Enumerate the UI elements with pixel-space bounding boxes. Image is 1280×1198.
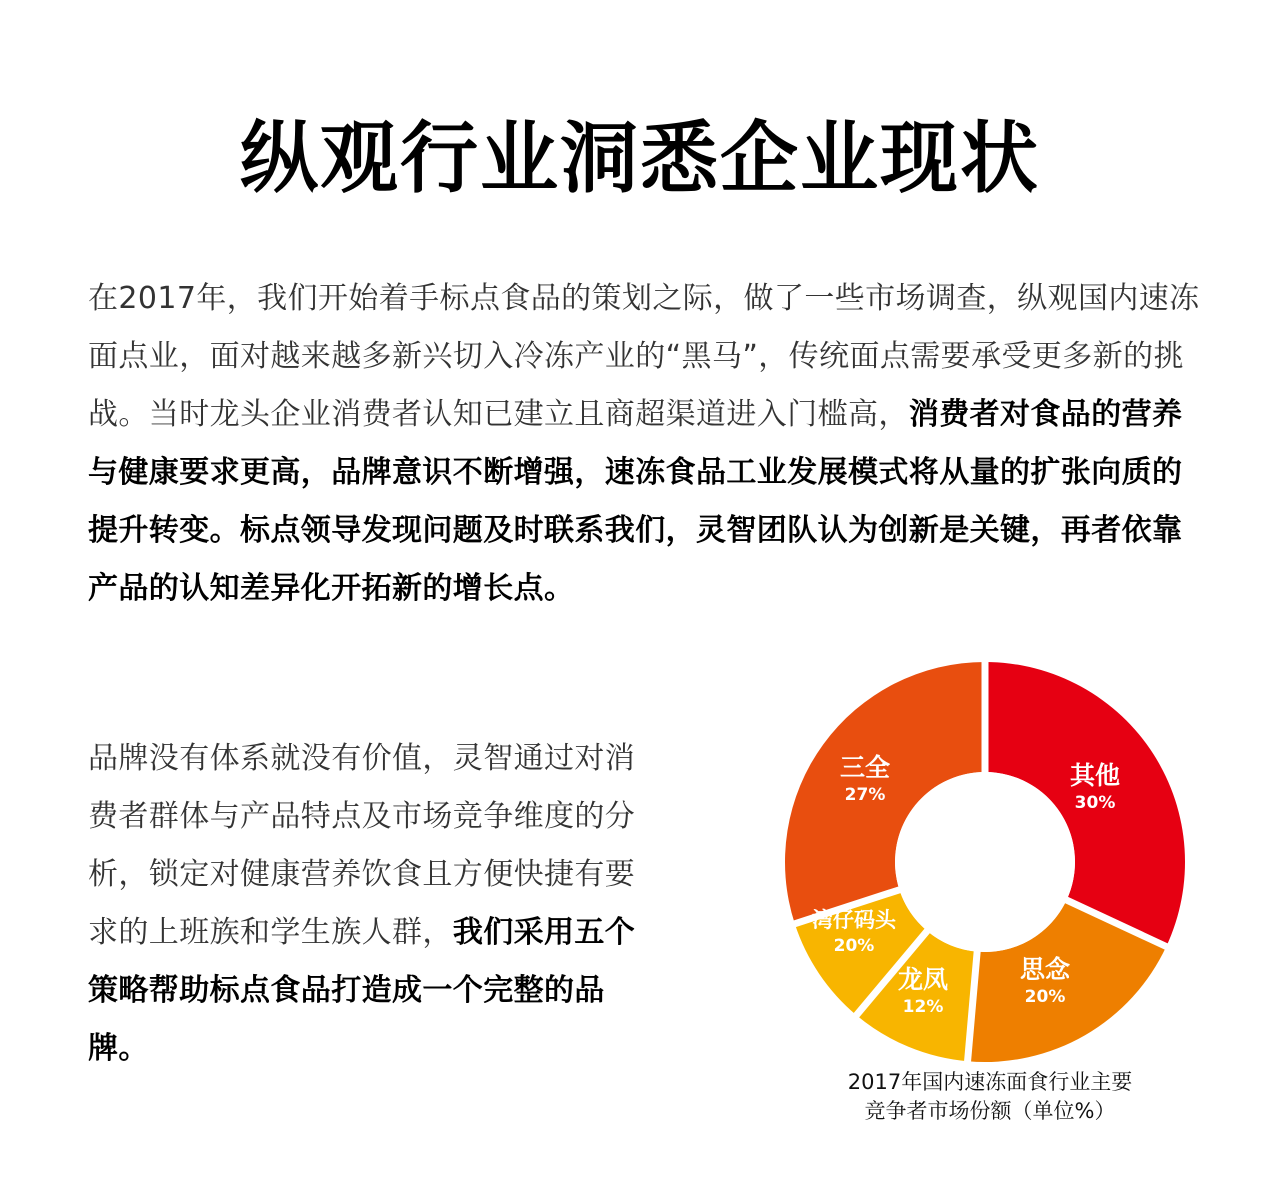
page-title: 纵观行业洞悉企业现状 xyxy=(239,114,1040,204)
segment-name: 龙凤 xyxy=(898,965,949,994)
strategy-highlight-text: 我们采用五个策略帮助标点食品打造成一个完整的品牌。 xyxy=(88,915,636,1066)
segment-percent: 12% xyxy=(902,997,944,1017)
chart-caption-line-1: 2017年国内速冻面食行业主要 xyxy=(847,1070,1133,1094)
segment-label xyxy=(1070,763,1120,812)
donut-hole xyxy=(895,772,1075,952)
segment-label xyxy=(840,755,890,804)
chart-caption xyxy=(800,1068,1180,1126)
strategy-paragraph xyxy=(88,730,663,1078)
segment-label xyxy=(898,967,948,1016)
segment-label xyxy=(812,910,896,955)
segment-name: 三全 xyxy=(840,753,891,782)
intro-highlight-text: 消费者对食品的营养与健康要求更高，品牌意识不断增强，速冻食品工业发展模式将从量的扩张向质的提升转变。标点领导发现问题及时联系我们，灵智团队认为创新是关键，再者依靠产品的认知差异化开拓新的增长点。 xyxy=(88,397,1183,606)
segment-label xyxy=(1020,957,1070,1006)
segment-name: 思念 xyxy=(1020,955,1071,984)
segment-name: 湾仔码头 xyxy=(812,908,896,932)
market-share-donut-chart xyxy=(780,655,1200,1075)
segment-percent: 30% xyxy=(1074,793,1116,813)
intro-paragraph xyxy=(88,270,1208,618)
segment-percent: 20% xyxy=(833,936,875,956)
donut-svg xyxy=(780,655,1200,1075)
segment-percent: 27% xyxy=(844,785,886,805)
segment-name: 其他 xyxy=(1070,761,1121,790)
chart-caption-line-2: 竞争者市场份额（单位%） xyxy=(864,1099,1116,1123)
intro-text: 在2017年，我们开始着手标点食品的策划之际，做了一些市场调查，纵观国内速冻面点业，面对越来越多新兴切入冷冻产业的“黑马”，传统面点需要承受更多新的挑战。当时龙头企业消费者认知已建立且商超渠道进入门槛高， xyxy=(88,281,1200,432)
segment-percent: 20% xyxy=(1024,987,1066,1007)
strategy-text: 品牌没有体系就没有价值，灵智通过对消费者群体与产品特点及市场竞争维度的分析，锁定对健康营养饮食且方便快捷有要求的上班族和学生族人群， xyxy=(88,741,636,950)
